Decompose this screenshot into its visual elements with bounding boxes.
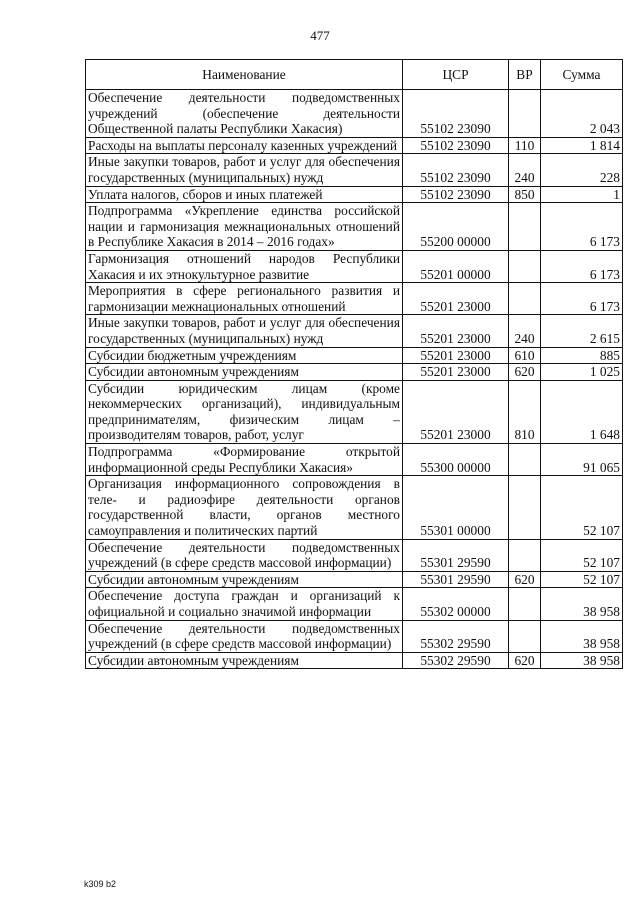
row-name-cell: Субсидии автономным учреждениям	[86, 364, 403, 381]
row-name-cell: Гармонизация отношений народов Республики Хакасия и их этнокультурное развитие	[86, 250, 403, 282]
row-csr-cell: 55102 23090	[403, 186, 509, 203]
row-name-cell: Расходы на выплаты персоналу казенных учреждений	[86, 137, 403, 154]
budget-table	[85, 59, 623, 669]
row-sum-cell: 38 958	[541, 620, 623, 652]
row-vr-cell	[509, 444, 541, 476]
row-sum-cell: 1 025	[541, 364, 623, 381]
row-sum-cell: 6 173	[541, 283, 623, 315]
row-vr-cell	[509, 203, 541, 251]
row-sum-cell: 38 958	[541, 588, 623, 620]
page-number: 477	[310, 28, 330, 43]
row-name-cell: Организация информационного сопровождения в теле- и радиоэфире деятельности органов государственной власти, органов местного самоуправления и политических партий	[86, 476, 403, 539]
row-vr-cell: 850	[509, 186, 541, 203]
row-sum-cell: 2 043	[541, 90, 623, 138]
row-sum-cell: 228	[541, 154, 623, 186]
table-row	[86, 347, 623, 364]
row-sum-cell: 6 173	[541, 203, 623, 251]
row-sum-cell: 1	[541, 186, 623, 203]
row-sum-cell: 1 648	[541, 380, 623, 443]
row-vr-cell	[509, 250, 541, 282]
row-name-cell: Обеспечение доступа граждан и организаций к официальной и социально значимой информации	[86, 588, 403, 620]
row-sum-cell: 52 107	[541, 476, 623, 539]
row-name-cell: Подпрограмма «Укрепление единства российской нации и гармонизация межнациональных отношений в Республике Хакасия в 2014 – 2016 годах»	[86, 203, 403, 251]
row-csr-cell: 55201 23000	[403, 283, 509, 315]
row-csr-cell: 55201 23000	[403, 347, 509, 364]
row-csr-cell: 55302 29590	[403, 620, 509, 652]
row-name-cell: Субсидии юридическим лицам (кроме некоммерческих организаций), индивидуальным предпринимателям, физическим лицам – производителям товаров, работ, услуг	[86, 380, 403, 443]
row-name-cell: Обеспечение деятельности подведомственных учреждений (обеспечение деятельности Общественной палаты Республики Хакасия)	[86, 90, 403, 138]
table-row	[86, 315, 623, 347]
table-row	[86, 283, 623, 315]
row-sum-cell: 2 615	[541, 315, 623, 347]
table-row	[86, 186, 623, 203]
row-csr-cell: 55201 23000	[403, 364, 509, 381]
table-row	[86, 476, 623, 539]
row-name-cell: Иные закупки товаров, работ и услуг для обеспечения государственных (муниципальных) нужд	[86, 154, 403, 186]
row-sum-cell: 52 107	[541, 539, 623, 571]
row-vr-cell	[509, 620, 541, 652]
table-row	[86, 154, 623, 186]
row-csr-cell: 55301 29590	[403, 571, 509, 588]
table-header-row	[86, 60, 623, 90]
row-csr-cell: 55300 00000	[403, 444, 509, 476]
row-sum-cell: 6 173	[541, 250, 623, 282]
row-vr-cell: 620	[509, 364, 541, 381]
table-row	[86, 137, 623, 154]
header-vr: ВР	[509, 60, 541, 90]
row-name-cell: Субсидии бюджетным учреждениям	[86, 347, 403, 364]
row-csr-cell: 55201 23000	[403, 315, 509, 347]
table-row	[86, 444, 623, 476]
row-csr-cell: 55102 23090	[403, 90, 509, 138]
row-name-cell: Иные закупки товаров, работ и услуг для обеспечения государственных (муниципальных) нужд	[86, 315, 403, 347]
row-name-cell: Подпрограмма «Формирование открытой информационной среды Республики Хакасия»	[86, 444, 403, 476]
row-name-cell: Обеспечение деятельности подведомственных учреждений (в сфере средств массовой информации)	[86, 620, 403, 652]
row-csr-cell: 55302 29590	[403, 652, 509, 669]
footer-code: k309 b2	[84, 879, 117, 889]
row-name-cell: Субсидии автономным учреждениям	[86, 652, 403, 669]
row-vr-cell: 620	[509, 652, 541, 669]
row-vr-cell	[509, 90, 541, 138]
row-sum-cell: 1 814	[541, 137, 623, 154]
row-vr-cell: 240	[509, 315, 541, 347]
row-csr-cell: 55102 23090	[403, 137, 509, 154]
row-sum-cell: 38 958	[541, 652, 623, 669]
row-vr-cell: 610	[509, 347, 541, 364]
row-csr-cell: 55201 00000	[403, 250, 509, 282]
table-row	[86, 364, 623, 381]
row-vr-cell: 240	[509, 154, 541, 186]
row-name-cell: Мероприятия в сфере регионального развития и гармонизации межнациональных отношений	[86, 283, 403, 315]
row-csr-cell: 55302 00000	[403, 588, 509, 620]
table-row	[86, 620, 623, 652]
row-vr-cell	[509, 476, 541, 539]
row-csr-cell: 55102 23090	[403, 154, 509, 186]
table-row	[86, 588, 623, 620]
row-csr-cell: 55201 23000	[403, 380, 509, 443]
row-sum-cell: 885	[541, 347, 623, 364]
row-name-cell: Субсидии автономным учреждениям	[86, 571, 403, 588]
row-vr-cell	[509, 283, 541, 315]
row-vr-cell: 110	[509, 137, 541, 154]
row-sum-cell: 52 107	[541, 571, 623, 588]
row-sum-cell: 91 065	[541, 444, 623, 476]
row-vr-cell: 810	[509, 380, 541, 443]
header-name: Наименование	[86, 60, 403, 90]
table-row	[86, 90, 623, 138]
table-row	[86, 652, 623, 669]
table-row	[86, 250, 623, 282]
row-vr-cell	[509, 539, 541, 571]
table-row	[86, 380, 623, 443]
row-csr-cell: 55301 29590	[403, 539, 509, 571]
row-vr-cell	[509, 588, 541, 620]
row-name-cell: Обеспечение деятельности подведомственных учреждений (в сфере средств массовой информации)	[86, 539, 403, 571]
header-csr: ЦСР	[403, 60, 509, 90]
row-name-cell: Уплата налогов, сборов и иных платежей	[86, 186, 403, 203]
row-csr-cell: 55301 00000	[403, 476, 509, 539]
table-row	[86, 571, 623, 588]
row-vr-cell: 620	[509, 571, 541, 588]
header-sum: Сумма	[541, 60, 623, 90]
table-row	[86, 539, 623, 571]
table-row	[86, 203, 623, 251]
row-csr-cell: 55200 00000	[403, 203, 509, 251]
